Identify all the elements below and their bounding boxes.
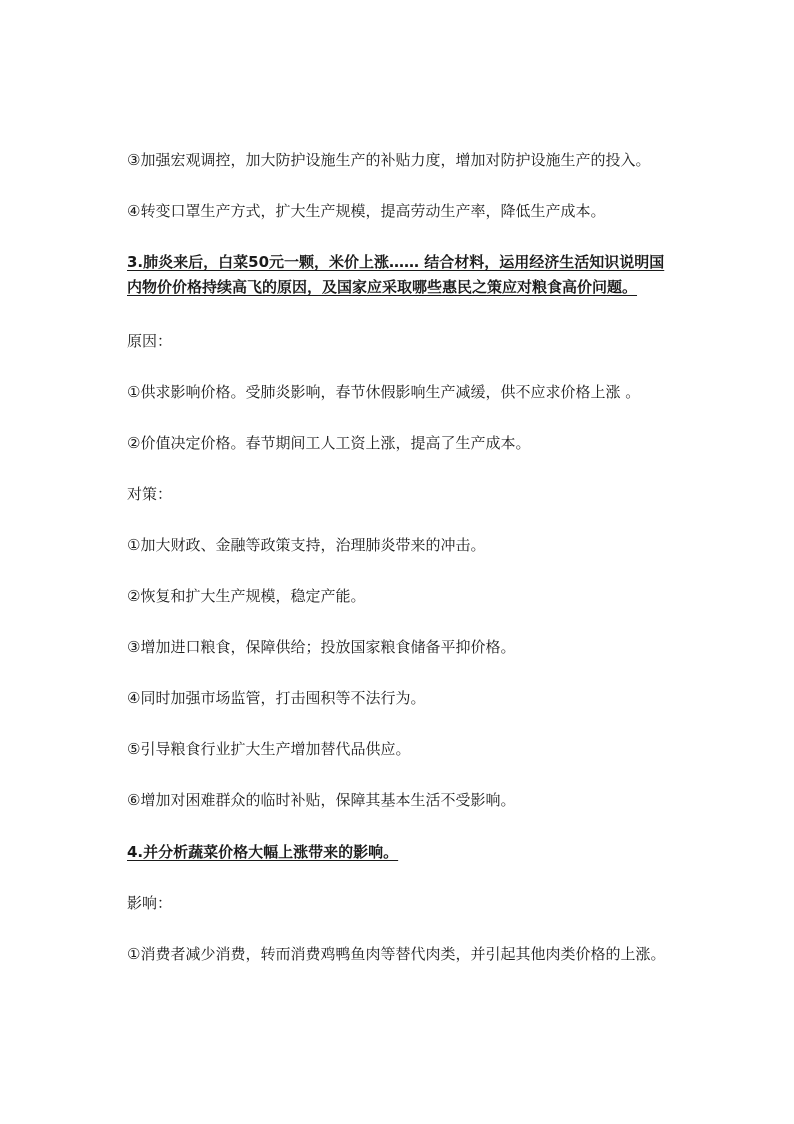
paragraph-measure-4: ④转变口罩生产方式，扩大生产规模，提高劳动生产率，降低生产成本。 [127,202,606,220]
impact-1: ①消费者减少消费，转而消费鸡鸭鱼肉等替代肉类，并引起其他肉类价格的上涨。 [127,945,666,963]
measure-1: ①加大财政、金融等政策支持，治理肺炎带来的冲击。 [127,536,486,554]
question-4-heading: 4.并分析蔬菜价格大幅上涨带来的影响。 [127,843,399,861]
measures-label: 对策： [127,485,173,503]
measure-3: ③增加进口粮食，保障供给；投放国家粮食储备平抑价格。 [127,638,516,656]
measure-2: ②恢复和扩大生产规模，稳定产能。 [127,587,366,605]
impact-label: 影响： [127,894,173,912]
measure-4: ④同时加强市场监管，打击囤积等不法行为。 [127,689,426,707]
paragraph-measure-3: ③加强宏观调控，加大防护设施生产的补贴力度，增加对防护设施生产的投入。 [127,151,651,169]
question-3-heading: 3.肺炎来后，白菜50元一颗，米价上涨…… 结合材料，运用经济生活知识说明国内物价价格持续高飞的原因，及国家应采取哪些惠民之策应对粮食高价问题。 [127,253,665,296]
reason-2: ②价值决定价格。春节期间工人工资上涨，提高了生产成本。 [127,434,531,452]
measure-6: ⑥增加对困难群众的临时补贴，保障其基本生活不受影响。 [127,791,516,809]
measure-5: ⑤引导粮食行业扩大生产增加替代品供应。 [127,740,411,758]
reason-1: ①供求影响价格。受肺炎影响，春节休假影响生产减缓，供不应求价格上涨 。 [127,383,641,401]
reasons-label: 原因： [127,332,173,350]
